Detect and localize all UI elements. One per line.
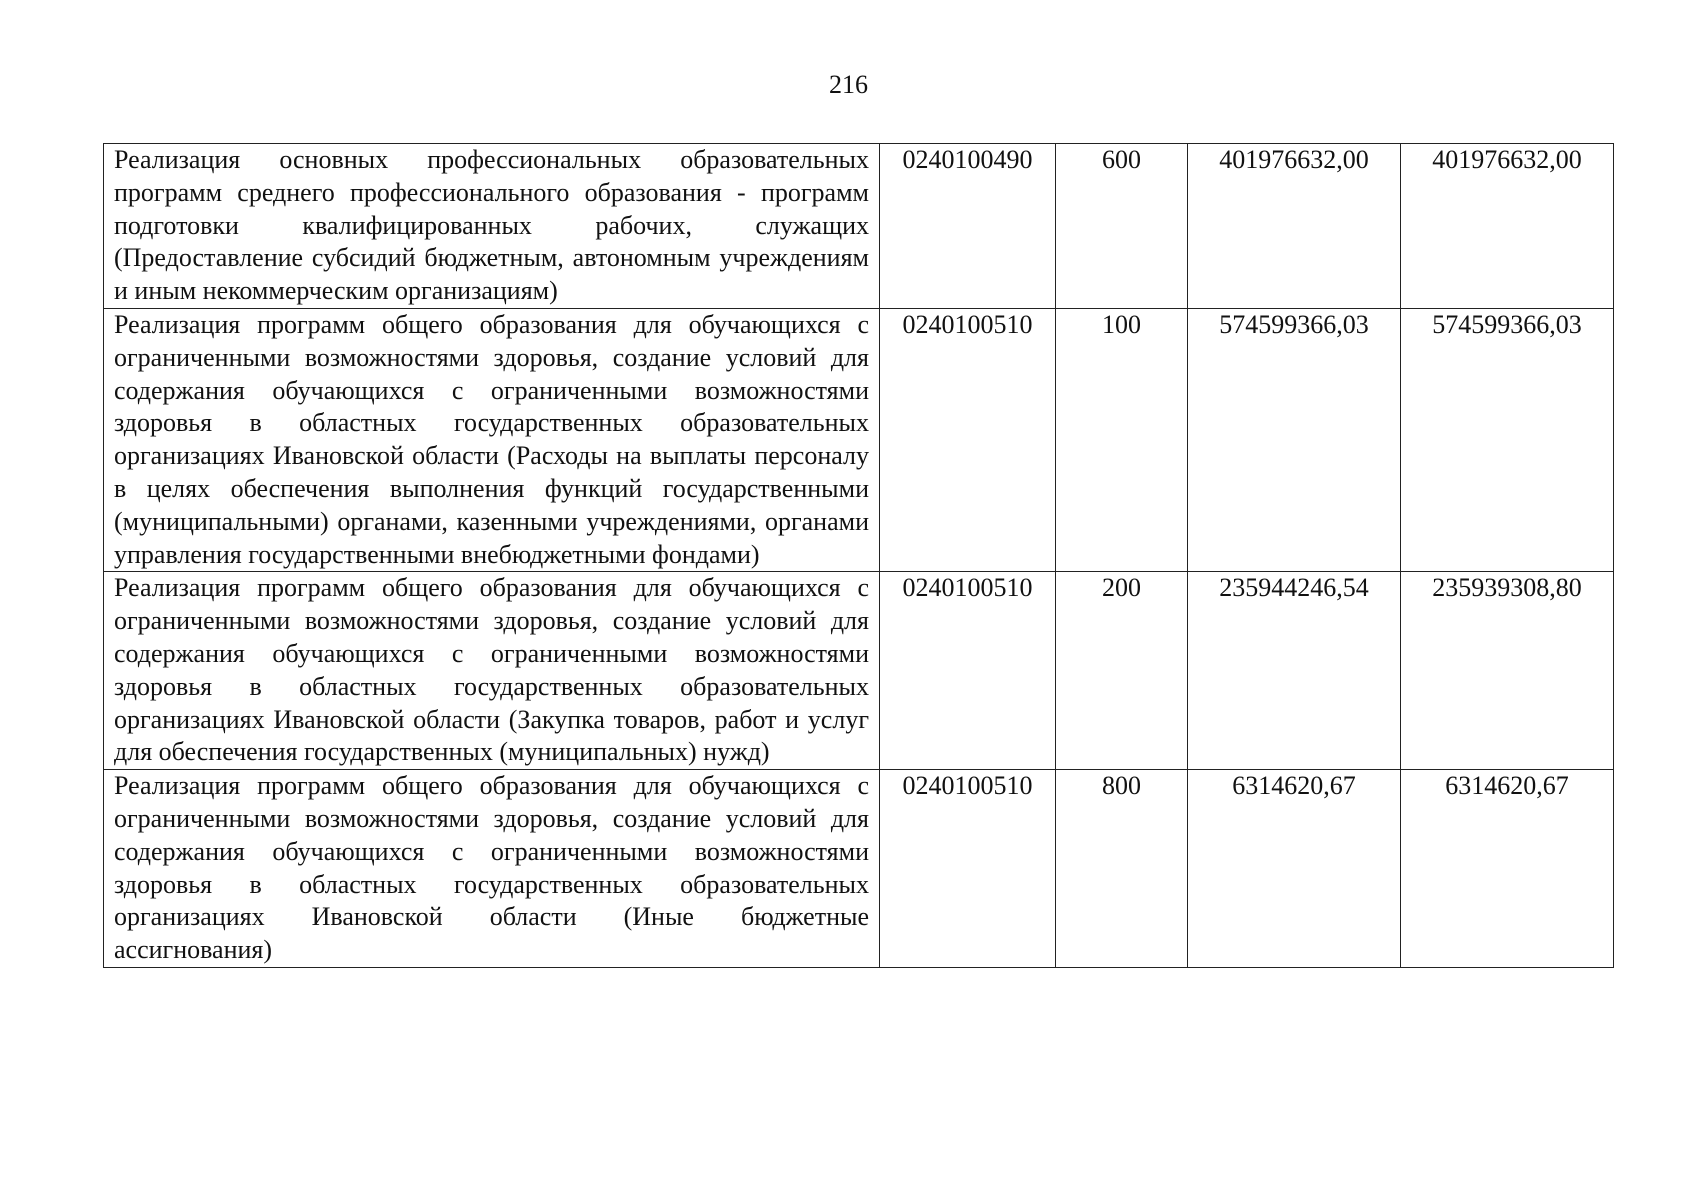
row-amount-1: 574599366,03 <box>1188 308 1401 571</box>
row-amount-1: 6314620,67 <box>1188 770 1401 968</box>
row-target-code: 0240100490 <box>880 144 1056 309</box>
row-expense-type: 100 <box>1056 308 1188 571</box>
row-description: Реализация основных профессиональных образовательных программ среднего профессионального образования - программ подготовки квалифицированных рабочих, служащих (Предоставление субсидий бюджетным, автономным учреждениям и иным некоммерческим организациям) <box>104 144 880 309</box>
row-description: Реализация программ общего образования для обучающихся с ограниченными возможностями здоровья, создание условий для содержания обучающихся с ограниченными возможностями здоровья в областных государственных образовательных организациях Ивановской области (Расходы на выплаты персоналу в целях обеспечения выполнения функций государственными (муниципальными) органами, казенными учреждениями, органами управления государственными внебюджетными фондами) <box>104 308 880 571</box>
row-target-code: 0240100510 <box>880 770 1056 968</box>
row-amount-2: 235939308,80 <box>1401 572 1614 770</box>
row-target-code: 0240100510 <box>880 572 1056 770</box>
row-amount-1: 235944246,54 <box>1188 572 1401 770</box>
row-amount-2: 574599366,03 <box>1401 308 1614 571</box>
table-row <box>104 308 1614 571</box>
page-number: 216 <box>829 70 868 99</box>
row-expense-type: 600 <box>1056 144 1188 309</box>
row-description: Реализация программ общего образования для обучающихся с ограниченными возможностями здоровья, создание условий для содержания обучающихся с ограниченными возможностями здоровья в областных государственных образовательных организациях Ивановской области (Иные бюджетные ассигнования) <box>104 770 880 968</box>
row-description: Реализация программ общего образования для обучающихся с ограниченными возможностями здоровья, создание условий для содержания обучающихся с ограниченными возможностями здоровья в областных государственных образовательных организациях Ивановской области (Закупка товаров, работ и услуг для обеспечения государственных (муниципальных) нужд) <box>104 572 880 770</box>
row-expense-type: 200 <box>1056 572 1188 770</box>
budget-table <box>103 143 1614 968</box>
table-row <box>104 144 1614 309</box>
row-amount-2: 6314620,67 <box>1401 770 1614 968</box>
table-row <box>104 572 1614 770</box>
row-amount-1: 401976632,00 <box>1188 144 1401 309</box>
row-target-code: 0240100510 <box>880 308 1056 571</box>
table-row <box>104 770 1614 968</box>
row-amount-2: 401976632,00 <box>1401 144 1614 309</box>
row-expense-type: 800 <box>1056 770 1188 968</box>
